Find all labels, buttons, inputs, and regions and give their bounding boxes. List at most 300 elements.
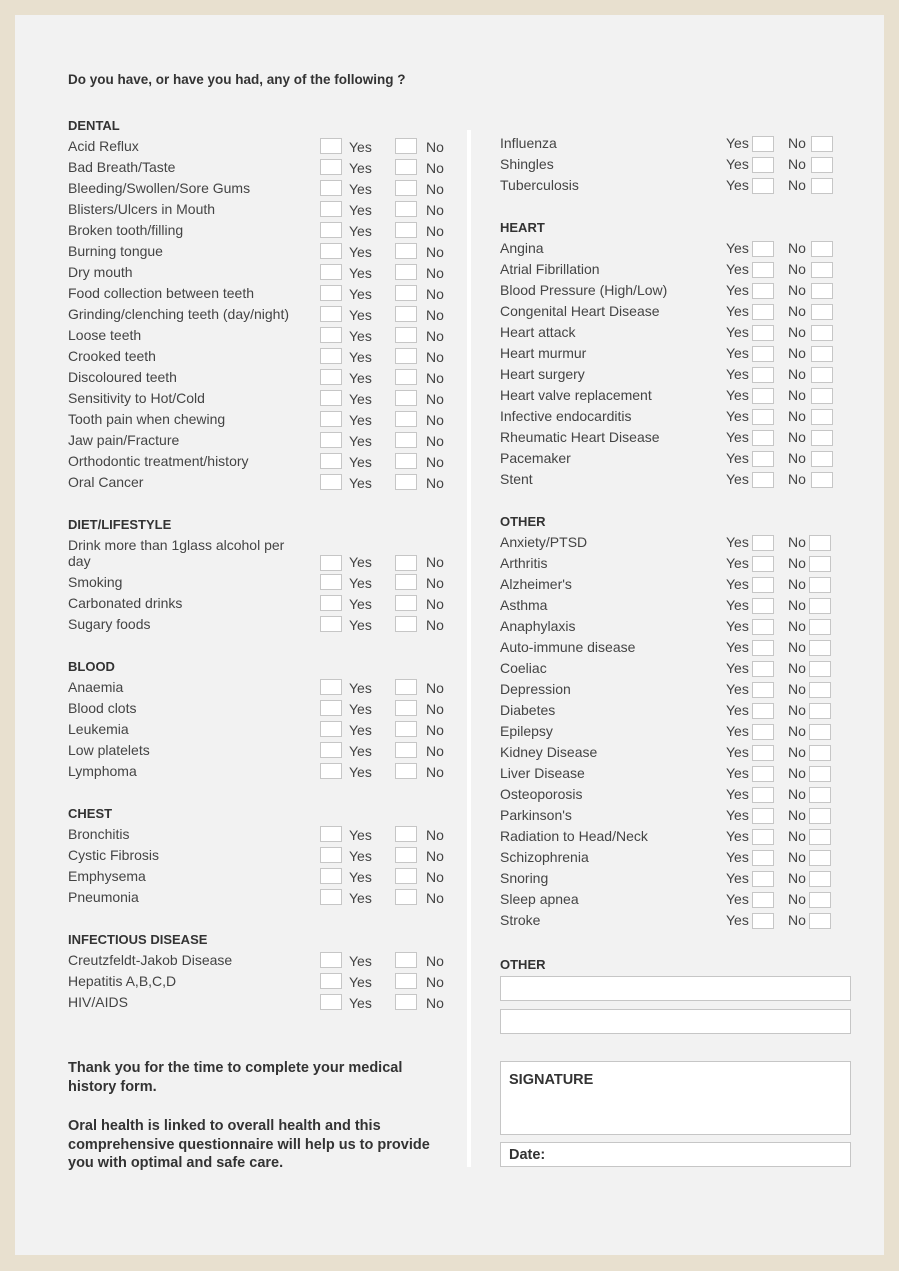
yes-checkbox[interactable] xyxy=(320,868,342,884)
question-label: Sensitivity to Hot/Cold xyxy=(68,390,205,406)
section-other xyxy=(500,511,850,931)
yes-checkbox[interactable] xyxy=(320,952,342,968)
yes-label: Yes xyxy=(349,575,372,591)
no-checkbox[interactable] xyxy=(395,390,417,406)
question-row-schizophrenia xyxy=(500,847,850,868)
no-checkbox[interactable] xyxy=(395,453,417,469)
yes-checkbox[interactable] xyxy=(752,241,774,257)
yes-checkbox[interactable] xyxy=(320,243,342,259)
yes-label: Yes xyxy=(726,807,749,823)
no-label: No xyxy=(426,596,444,612)
yes-checkbox[interactable] xyxy=(320,826,342,842)
no-checkbox[interactable] xyxy=(811,304,833,320)
no-label: No xyxy=(788,450,806,466)
question-label: Diabetes xyxy=(500,702,556,718)
yes-label: Yes xyxy=(349,869,372,885)
yes-checkbox[interactable] xyxy=(752,157,774,173)
no-checkbox[interactable] xyxy=(395,159,417,175)
yes-checkbox[interactable] xyxy=(320,138,342,154)
no-checkbox[interactable] xyxy=(811,178,833,194)
question-row-blisters-ulcers-in-mouth xyxy=(68,199,453,220)
yes-checkbox[interactable] xyxy=(752,304,774,320)
yes-label: Yes xyxy=(726,660,749,676)
yes-checkbox[interactable] xyxy=(752,661,774,677)
no-checkbox[interactable] xyxy=(811,472,833,488)
no-checkbox[interactable] xyxy=(395,306,417,322)
yes-checkbox[interactable] xyxy=(752,829,774,845)
section-gap xyxy=(68,635,453,656)
no-label: No xyxy=(788,156,806,172)
question-label: Oral Cancer xyxy=(68,474,144,490)
yes-label: Yes xyxy=(726,303,749,319)
yes-label: Yes xyxy=(349,244,372,260)
yes-label: Yes xyxy=(349,701,372,717)
no-checkbox[interactable] xyxy=(395,889,417,905)
no-checkbox[interactable] xyxy=(809,913,831,929)
no-checkbox[interactable] xyxy=(811,241,833,257)
section-dental xyxy=(68,115,453,493)
section-heading: HEART xyxy=(500,220,545,235)
no-label: No xyxy=(426,869,444,885)
no-checkbox[interactable] xyxy=(809,829,831,845)
yes-checkbox[interactable] xyxy=(320,994,342,1010)
yes-checkbox[interactable] xyxy=(320,327,342,343)
column-divider xyxy=(467,130,471,1167)
no-label: No xyxy=(788,639,806,655)
question-label: Discoloured teeth xyxy=(68,369,177,385)
section-gap xyxy=(68,908,453,929)
no-checkbox[interactable] xyxy=(395,595,417,611)
question-row-pneumonia xyxy=(68,887,453,908)
yes-label: Yes xyxy=(349,139,372,155)
question-label: Sleep apnea xyxy=(500,891,579,907)
no-label: No xyxy=(426,328,444,344)
yes-checkbox[interactable] xyxy=(320,432,342,448)
no-label: No xyxy=(788,891,806,907)
question-row-hiv-aids xyxy=(68,992,453,1013)
yes-checkbox[interactable] xyxy=(320,264,342,280)
no-checkbox[interactable] xyxy=(395,369,417,385)
yes-checkbox[interactable] xyxy=(320,679,342,695)
yes-label: Yes xyxy=(726,324,749,340)
no-checkbox[interactable] xyxy=(395,285,417,301)
question-label: Emphysema xyxy=(68,868,146,884)
question-label: Shingles xyxy=(500,156,554,172)
no-label: No xyxy=(788,723,806,739)
no-checkbox[interactable] xyxy=(395,180,417,196)
question-row-oral-cancer xyxy=(68,472,453,493)
yes-label: Yes xyxy=(349,160,372,176)
question-row-emphysema xyxy=(68,866,453,887)
yes-checkbox[interactable] xyxy=(320,595,342,611)
yes-checkbox[interactable] xyxy=(752,136,774,152)
yes-label: Yes xyxy=(726,786,749,802)
yes-checkbox[interactable] xyxy=(752,913,774,929)
no-checkbox[interactable] xyxy=(395,763,417,779)
no-checkbox[interactable] xyxy=(811,157,833,173)
yes-checkbox[interactable] xyxy=(320,390,342,406)
question-row-infective-endocarditis xyxy=(500,406,850,427)
question-row-bronchitis xyxy=(68,824,453,845)
yes-label: Yes xyxy=(349,974,372,990)
question-row-blood-clots xyxy=(68,698,453,719)
question-row-asthma xyxy=(500,595,850,616)
yes-checkbox[interactable] xyxy=(752,367,774,383)
yes-checkbox[interactable] xyxy=(320,453,342,469)
no-checkbox[interactable] xyxy=(395,138,417,154)
no-label: No xyxy=(788,429,806,445)
question-row-kidney-disease xyxy=(500,742,850,763)
question-label: Kidney Disease xyxy=(500,744,598,760)
yes-label: Yes xyxy=(726,744,749,760)
no-checkbox[interactable] xyxy=(395,348,417,364)
yes-checkbox[interactable] xyxy=(752,409,774,425)
yes-checkbox[interactable] xyxy=(752,850,774,866)
yes-label: Yes xyxy=(349,848,372,864)
yes-checkbox[interactable] xyxy=(320,474,342,490)
no-checkbox[interactable] xyxy=(809,535,831,551)
no-checkbox[interactable] xyxy=(809,892,831,908)
yes-checkbox[interactable] xyxy=(752,808,774,824)
question-row-diabetes xyxy=(500,700,850,721)
question-row-auto-immune-disease xyxy=(500,637,850,658)
question-label: Carbonated drinks xyxy=(68,595,183,611)
no-checkbox[interactable] xyxy=(395,243,417,259)
date-label: Date: xyxy=(509,1147,546,1163)
section-heading: CHEST xyxy=(68,806,113,821)
question-label: Depression xyxy=(500,681,571,697)
yes-label: Yes xyxy=(349,265,372,281)
question-row-dry-mouth xyxy=(68,262,453,283)
no-checkbox[interactable] xyxy=(811,346,833,362)
question-row-congenital-heart-disease xyxy=(500,301,850,322)
yes-checkbox[interactable] xyxy=(320,348,342,364)
no-checkbox[interactable] xyxy=(395,679,417,695)
no-checkbox[interactable] xyxy=(395,411,417,427)
no-checkbox[interactable] xyxy=(395,574,417,590)
no-checkbox[interactable] xyxy=(395,994,417,1010)
no-label: No xyxy=(788,366,806,382)
yes-checkbox[interactable] xyxy=(320,574,342,590)
yes-label: Yes xyxy=(349,370,372,386)
no-label: No xyxy=(788,240,806,256)
yes-checkbox[interactable] xyxy=(752,703,774,719)
no-checkbox[interactable] xyxy=(809,661,831,677)
yes-label: Yes xyxy=(726,576,749,592)
no-checkbox[interactable] xyxy=(395,555,417,571)
question-row-snoring xyxy=(500,868,850,889)
no-checkbox[interactable] xyxy=(809,871,831,887)
question-row-parkinson-s xyxy=(500,805,850,826)
yes-checkbox[interactable] xyxy=(752,178,774,194)
yes-checkbox[interactable] xyxy=(752,325,774,341)
no-checkbox[interactable] xyxy=(809,850,831,866)
no-checkbox[interactable] xyxy=(395,868,417,884)
question-label: Acid Reflux xyxy=(68,138,139,154)
no-label: No xyxy=(426,827,444,843)
yes-checkbox[interactable] xyxy=(320,973,342,989)
no-checkbox[interactable] xyxy=(811,388,833,404)
no-label: No xyxy=(426,953,444,969)
question-label: Heart surgery xyxy=(500,366,585,382)
yes-checkbox[interactable] xyxy=(752,724,774,740)
yes-checkbox[interactable] xyxy=(752,430,774,446)
question-label: Congenital Heart Disease xyxy=(500,303,660,319)
question-row-bleeding-swollen-sore-gums xyxy=(68,178,453,199)
no-checkbox[interactable] xyxy=(395,616,417,632)
yes-label: Yes xyxy=(726,282,749,298)
question-row-heart-surgery xyxy=(500,364,850,385)
question-row-smoking xyxy=(68,572,453,593)
yes-checkbox[interactable] xyxy=(320,616,342,632)
yes-label: Yes xyxy=(726,702,749,718)
question-row-rheumatic-heart-disease xyxy=(500,427,850,448)
question-label: Low platelets xyxy=(68,742,150,758)
no-label: No xyxy=(426,617,444,633)
no-label: No xyxy=(426,433,444,449)
yes-label: Yes xyxy=(726,156,749,172)
yes-checkbox[interactable] xyxy=(320,721,342,737)
no-label: No xyxy=(788,744,806,760)
yes-label: Yes xyxy=(349,391,372,407)
question-row-sugary-foods xyxy=(68,614,453,635)
no-checkbox[interactable] xyxy=(811,283,833,299)
no-label: No xyxy=(426,680,444,696)
question-label: Stent xyxy=(500,471,533,487)
yes-checkbox[interactable] xyxy=(752,871,774,887)
yes-checkbox[interactable] xyxy=(752,451,774,467)
yes-label: Yes xyxy=(726,345,749,361)
yes-checkbox[interactable] xyxy=(752,262,774,278)
no-checkbox[interactable] xyxy=(809,724,831,740)
question-row-food-collection-between-teeth xyxy=(68,283,453,304)
question-row-depression xyxy=(500,679,850,700)
yes-checkbox[interactable] xyxy=(752,598,774,614)
question-row-leukemia xyxy=(68,719,453,740)
question-label: Snoring xyxy=(500,870,549,886)
no-label: No xyxy=(426,764,444,780)
no-label: No xyxy=(426,202,444,218)
yes-checkbox[interactable] xyxy=(320,700,342,716)
question-row-orthodontic-treatment-history xyxy=(68,451,453,472)
yes-label: Yes xyxy=(726,639,749,655)
question-row-discoloured-teeth xyxy=(68,367,453,388)
no-checkbox[interactable] xyxy=(395,432,417,448)
question-label: Stroke xyxy=(500,912,541,928)
no-checkbox[interactable] xyxy=(811,325,833,341)
no-label: No xyxy=(788,786,806,802)
yes-checkbox[interactable] xyxy=(752,535,774,551)
other-notes-input-2[interactable] xyxy=(500,1009,851,1034)
yes-label: Yes xyxy=(349,554,372,570)
no-checkbox[interactable] xyxy=(809,703,831,719)
question-label: Blood Pressure (High/Low) xyxy=(500,282,668,298)
yes-checkbox[interactable] xyxy=(320,201,342,217)
no-checkbox[interactable] xyxy=(809,577,831,593)
question-row-sensitivity-to-hot-cold xyxy=(68,388,453,409)
question-label: Coeliac xyxy=(500,660,547,676)
no-label: No xyxy=(788,849,806,865)
question-row-crooked-teeth xyxy=(68,346,453,367)
question-row-heart-murmur xyxy=(500,343,850,364)
no-checkbox[interactable] xyxy=(809,745,831,761)
question-label: Lymphoma xyxy=(68,763,137,779)
signature-box[interactable] xyxy=(500,1061,851,1135)
no-checkbox[interactable] xyxy=(395,222,417,238)
question-row-anxiety-ptsd xyxy=(500,532,850,553)
yes-checkbox[interactable] xyxy=(752,283,774,299)
question-label: Cystic Fibrosis xyxy=(68,847,160,863)
yes-label: Yes xyxy=(726,177,749,193)
yes-checkbox[interactable] xyxy=(320,889,342,905)
yes-checkbox[interactable] xyxy=(752,787,774,803)
no-checkbox[interactable] xyxy=(809,682,831,698)
question-row-atrial-fibrillation xyxy=(500,259,850,280)
question-row-anaphylaxis xyxy=(500,616,850,637)
yes-checkbox[interactable] xyxy=(320,555,342,571)
question-row-bad-breath-taste xyxy=(68,157,453,178)
yes-checkbox[interactable] xyxy=(320,159,342,175)
no-checkbox[interactable] xyxy=(395,721,417,737)
no-checkbox[interactable] xyxy=(395,973,417,989)
yes-checkbox[interactable] xyxy=(320,411,342,427)
question-label: Alzheimer's xyxy=(500,576,572,592)
question-row-shingles xyxy=(500,154,850,175)
yes-label: Yes xyxy=(726,240,749,256)
no-label: No xyxy=(788,912,806,928)
yes-label: Yes xyxy=(349,412,372,428)
question-label: Tuberculosis xyxy=(500,177,579,193)
yes-checkbox[interactable] xyxy=(320,222,342,238)
yes-label: Yes xyxy=(726,429,749,445)
yes-checkbox[interactable] xyxy=(752,892,774,908)
no-checkbox[interactable] xyxy=(811,430,833,446)
no-label: No xyxy=(788,177,806,193)
question-row-alzheimer-s xyxy=(500,574,850,595)
section-diet-lifestyle xyxy=(68,514,453,635)
no-checkbox[interactable] xyxy=(395,826,417,842)
no-checkbox[interactable] xyxy=(809,619,831,635)
question-label: Arthritis xyxy=(500,555,548,571)
no-checkbox[interactable] xyxy=(395,742,417,758)
no-checkbox[interactable] xyxy=(811,367,833,383)
yes-checkbox[interactable] xyxy=(752,619,774,635)
yes-checkbox[interactable] xyxy=(320,180,342,196)
question-label: Anaphylaxis xyxy=(500,618,576,634)
no-label: No xyxy=(426,307,444,323)
no-label: No xyxy=(788,807,806,823)
no-label: No xyxy=(426,995,444,1011)
yes-checkbox[interactable] xyxy=(320,369,342,385)
no-checkbox[interactable] xyxy=(809,598,831,614)
no-checkbox[interactable] xyxy=(395,264,417,280)
no-checkbox[interactable] xyxy=(809,640,831,656)
no-checkbox[interactable] xyxy=(811,136,833,152)
yes-checkbox[interactable] xyxy=(752,556,774,572)
question-row-low-platelets xyxy=(68,740,453,761)
no-checkbox[interactable] xyxy=(395,847,417,863)
no-label: No xyxy=(788,408,806,424)
left-column xyxy=(68,115,453,1013)
question-label: Influenza xyxy=(500,135,557,151)
no-checkbox[interactable] xyxy=(809,766,831,782)
no-checkbox[interactable] xyxy=(809,556,831,572)
yes-checkbox[interactable] xyxy=(752,346,774,362)
no-label: No xyxy=(426,722,444,738)
yes-checkbox[interactable] xyxy=(320,742,342,758)
no-label: No xyxy=(426,223,444,239)
no-checkbox[interactable] xyxy=(395,327,417,343)
yes-checkbox[interactable] xyxy=(320,306,342,322)
no-checkbox[interactable] xyxy=(809,808,831,824)
section-infectious-disease xyxy=(68,929,453,1013)
yes-label: Yes xyxy=(349,349,372,365)
yes-checkbox[interactable] xyxy=(752,682,774,698)
no-checkbox[interactable] xyxy=(395,474,417,490)
question-label: Drink more than 1glass alcohol per day xyxy=(68,537,285,569)
date-box[interactable] xyxy=(500,1142,851,1167)
no-label: No xyxy=(426,743,444,759)
no-label: No xyxy=(788,135,806,151)
question-row-sleep-apnea xyxy=(500,889,850,910)
yes-checkbox[interactable] xyxy=(752,745,774,761)
no-checkbox[interactable] xyxy=(395,700,417,716)
yes-checkbox[interactable] xyxy=(320,847,342,863)
no-checkbox[interactable] xyxy=(395,201,417,217)
yes-label: Yes xyxy=(726,261,749,277)
question-row-tooth-pain-when-chewing xyxy=(68,409,453,430)
question-row-blood-pressure-high-low xyxy=(500,280,850,301)
signature-label: SIGNATURE xyxy=(509,1072,594,1088)
question-row-stroke xyxy=(500,910,850,931)
no-label: No xyxy=(788,387,806,403)
no-label: No xyxy=(426,139,444,155)
yes-checkbox[interactable] xyxy=(320,285,342,301)
yes-label: Yes xyxy=(349,181,372,197)
yes-checkbox[interactable] xyxy=(752,577,774,593)
yes-checkbox[interactable] xyxy=(752,472,774,488)
question-row-broken-tooth-filling xyxy=(68,220,453,241)
no-checkbox[interactable] xyxy=(809,787,831,803)
yes-checkbox[interactable] xyxy=(752,766,774,782)
question-row-grinding-clenching-teeth-day-night xyxy=(68,304,453,325)
yes-label: Yes xyxy=(726,681,749,697)
question-label: Asthma xyxy=(500,597,548,613)
no-label: No xyxy=(788,555,806,571)
question-label: Tooth pain when chewing xyxy=(68,411,226,427)
question-label: Anxiety/PTSD xyxy=(500,534,588,550)
no-label: No xyxy=(788,303,806,319)
yes-label: Yes xyxy=(349,286,372,302)
yes-label: Yes xyxy=(349,827,372,843)
question-label: Hepatitis A,B,C,D xyxy=(68,973,177,989)
no-checkbox[interactable] xyxy=(811,262,833,278)
other-notes-input-1[interactable] xyxy=(500,976,851,1001)
no-checkbox[interactable] xyxy=(811,409,833,425)
question-label: Schizophrenia xyxy=(500,849,589,865)
question-row-anaemia xyxy=(68,677,453,698)
question-row-influenza xyxy=(500,133,850,154)
question-label: Jaw pain/Fracture xyxy=(68,432,180,448)
no-checkbox[interactable] xyxy=(811,451,833,467)
other-notes-heading: OTHER xyxy=(500,957,546,972)
no-checkbox[interactable] xyxy=(395,952,417,968)
yes-checkbox[interactable] xyxy=(752,640,774,656)
yes-checkbox[interactable] xyxy=(320,763,342,779)
yes-label: Yes xyxy=(726,765,749,781)
yes-checkbox[interactable] xyxy=(752,388,774,404)
question-label: Radiation to Head/Neck xyxy=(500,828,648,844)
